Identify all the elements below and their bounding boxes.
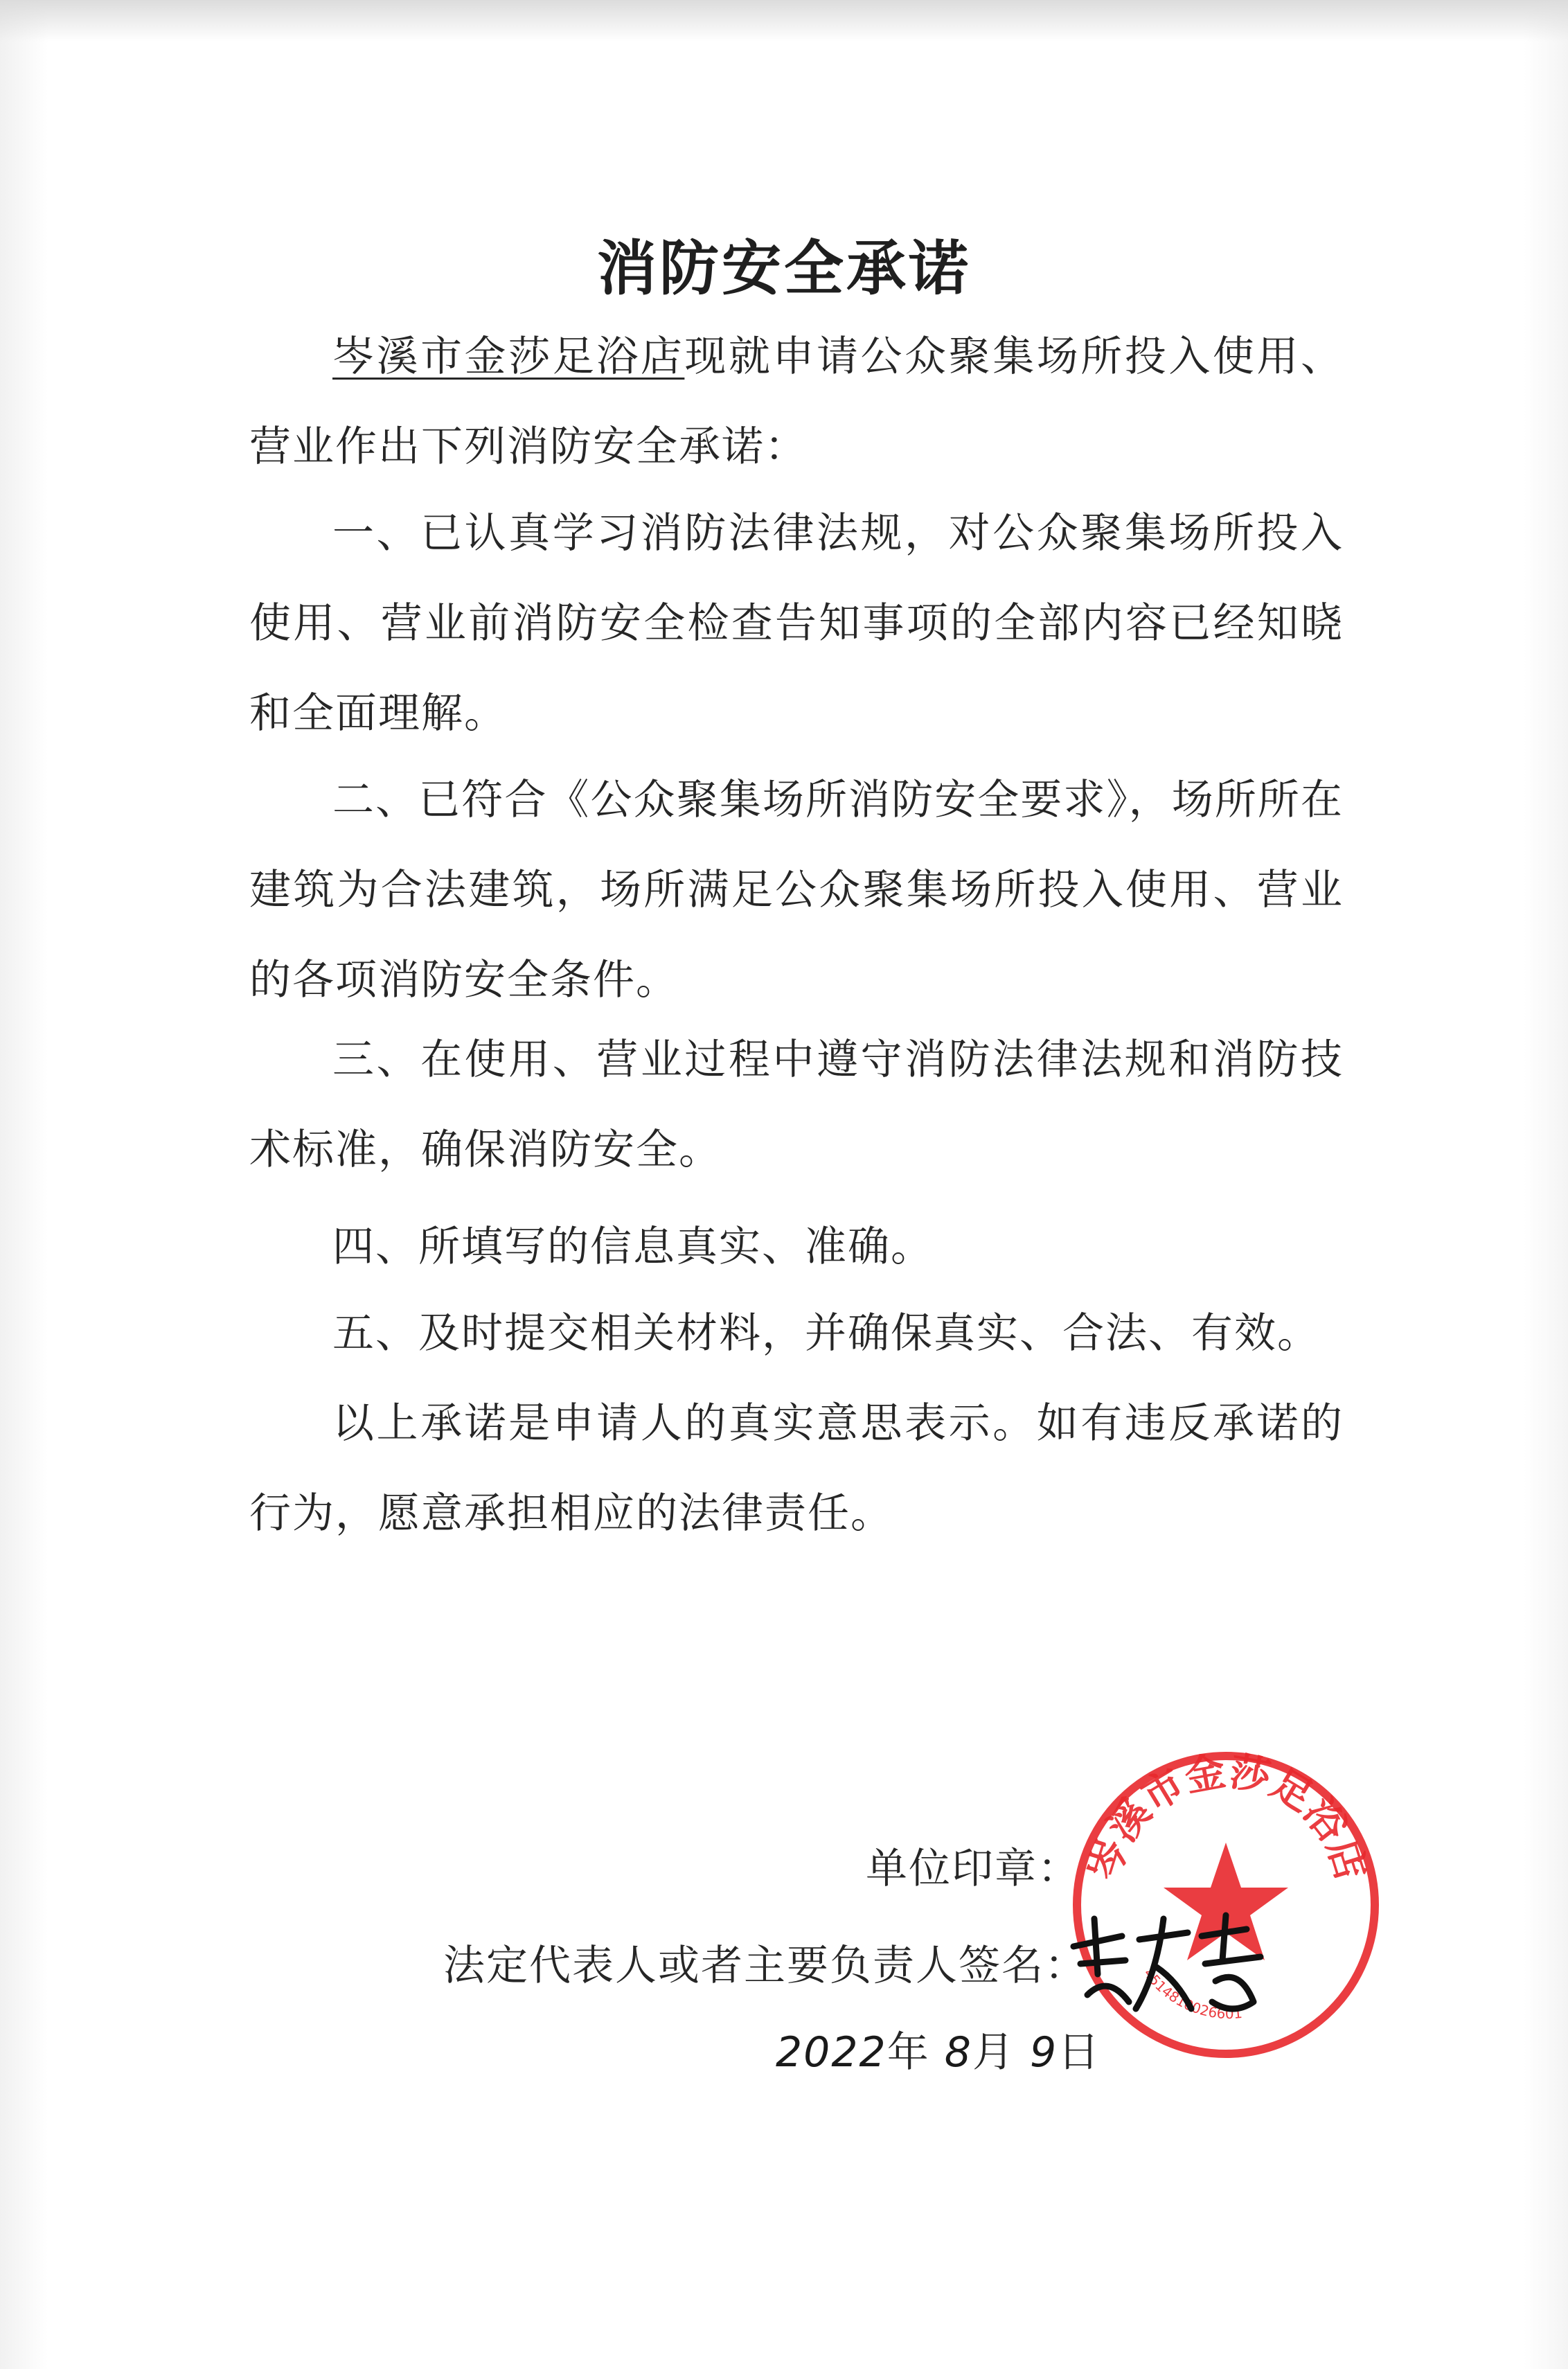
intro-paragraph [249, 312, 1344, 492]
commitment-item-2: 二、已符合《公众聚集场所消防安全要求》，场所所在建筑为合法建筑，场所满足公众聚集场所投入使用、营业的各项消防安全条件。 [249, 776, 1344, 1004]
commitment-item-5: 五、及时提交相关材料，并确保真实、合法、有效。 [332, 1309, 1320, 1358]
seal-code-text: 4514810026601 [1140, 1965, 1243, 2023]
date-day: 9 [1030, 2028, 1058, 2077]
document-title: 消防安全承诺 [597, 233, 971, 303]
date-year-unit: 年 [887, 2028, 930, 2077]
date-month-unit: 月 [972, 2028, 1015, 2077]
scan-shadow [0, 0, 1568, 42]
signer-label: 法定代表人或者主要负责人签名： [443, 1942, 1087, 1990]
date-day-unit: 日 [1058, 2028, 1101, 2077]
date-year: 2022 [776, 2028, 887, 2077]
commitment-item-1: 一、已认真学习消防法律法规，对公众聚集场所投入使用、营业前消防安全检查告知事项的全部内容已经知晓和全面理解。 [249, 509, 1344, 738]
closing-paragraph: 以上承诺是申请人的真实意思表示。如有违反承诺的行为，愿意承担相应的法律责任。 [249, 1399, 1344, 1538]
handwritten-signature [1067, 1898, 1274, 2037]
date-month: 8 [944, 2028, 972, 2077]
seal-label: 单位印章： [866, 1845, 1080, 1893]
seal-arc-text: 岑溪市金莎足浴店 [1080, 1747, 1375, 1886]
commitment-item-4: 四、所填写的信息真实、准确。 [332, 1223, 934, 1271]
date-line [776, 2019, 1101, 2079]
intro-text: 现就申请公众聚集场所投入使用、营业作出下列消防安全承诺： [249, 332, 1344, 471]
commitment-item-3: 三、在使用、营业过程中遵守消防法律法规和消防技术标准，确保消防安全。 [249, 1036, 1344, 1174]
company-name: 岑溪市金莎足浴店 [332, 332, 685, 381]
